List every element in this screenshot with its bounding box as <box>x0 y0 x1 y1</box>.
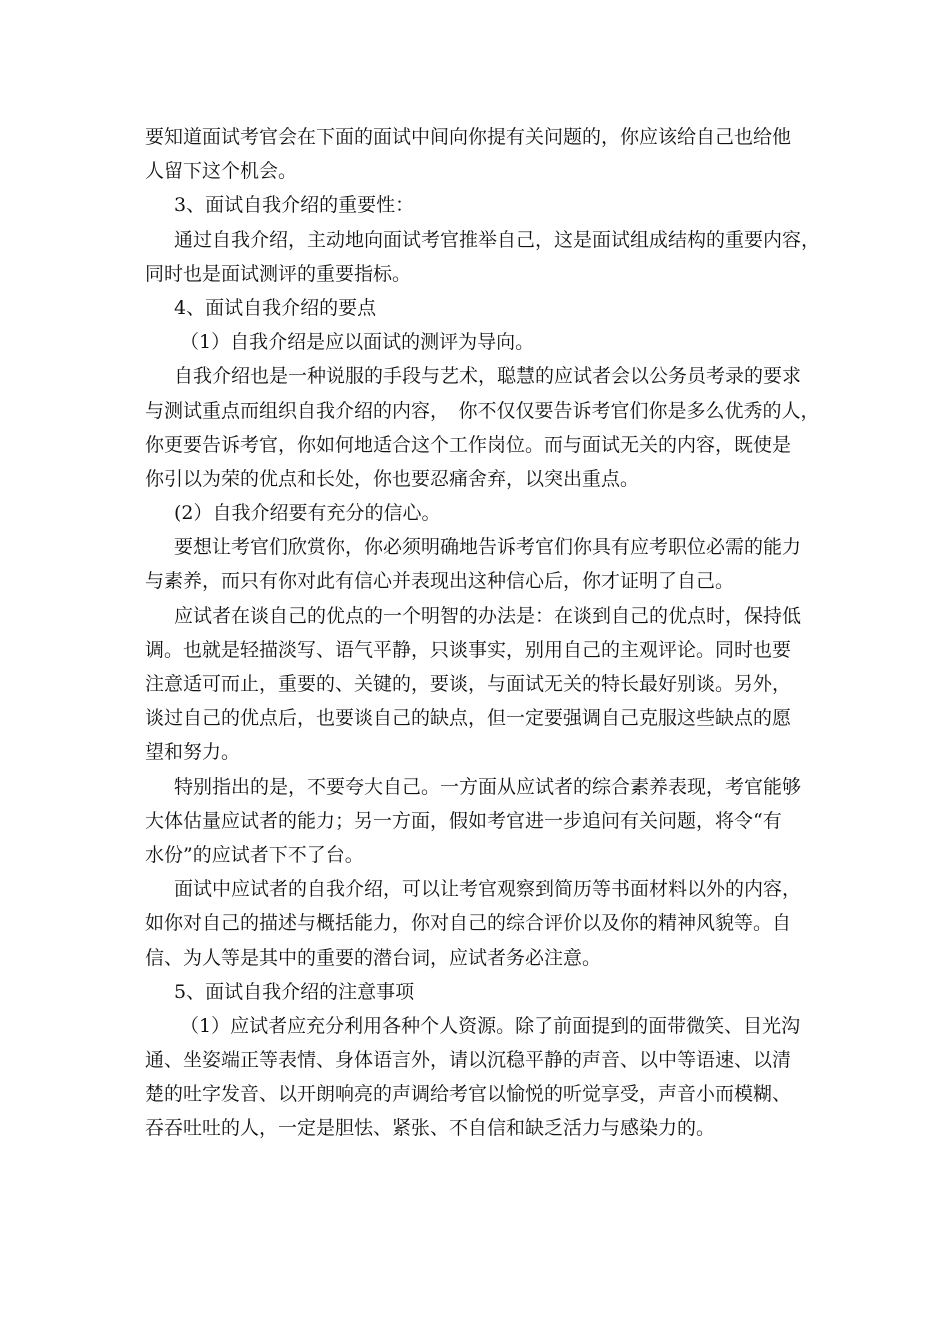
subheading-4-1: （1）自我介绍是应以面试的测评为导向。 <box>180 331 535 354</box>
section-heading-3: 3、面试自我介绍的重要性： <box>174 194 415 217</box>
text-line: 应试者在谈自己的优点的一个明智的办法是：在谈到自己的优点时，保持低 <box>174 604 802 627</box>
text-line: 楚的吐字发音、以开朗响亮的声调给考官以愉悦的听觉享受，声音小而模糊、 <box>145 1083 792 1106</box>
subheading-4-2: (2）自我介绍要有充分的信心。 <box>174 502 441 525</box>
text-line: 自我介绍也是一种说服的手段与艺术，聪慧的应试者会以公务员考录的要求 <box>174 365 802 388</box>
text-line: 调。也就是轻描淡写、语气平静，只谈事实，别用自己的主观评论。同时也要 <box>145 638 792 661</box>
text-line: 人留下这个机会。 <box>145 160 298 183</box>
text-line: 通过自我介绍，主动地向面试考官推举自己，这是面试组成结构的重要内容， <box>174 228 821 251</box>
text-line: 要知道面试考官会在下面的面试中间向你提有关问题的，你应该给自己也给他 <box>145 126 792 148</box>
text-line: 与测试重点而组织自我介绍的内容， 你不仅仅要告诉考官们你是多么优秀的人， <box>145 399 820 422</box>
text-line: 注意适可而止，重要的、关键的，要谈，与面试无关的特长最好别谈。另外， <box>145 673 792 695</box>
body-text <box>145 120 821 1146</box>
text-line: 要想让考官们欣赏你，你必须明确地告诉考官们你具有应考职位必需的能力 <box>174 536 802 559</box>
text-line: 你更要告诉考官，你如何地适合这个工作岗位。而与面试无关的内容，既使是 <box>145 433 792 456</box>
text-line: 面试中应试者的自我介绍，可以让考官观察到简历等书面材料以外的内容， <box>174 878 802 901</box>
text-line: 水份”的应试者下不了台。 <box>145 843 364 866</box>
text-line: （1）应试者应充分利用各种个人资源。除了前面提到的面带微笑、目光沟 <box>180 1014 801 1037</box>
section-heading-4: 4、面试自我介绍的要点 <box>174 296 377 319</box>
text-line: 与素养，而只有你对此有信心并表现出这种信心后，你才证明了自己。 <box>145 570 735 593</box>
section-heading-5: 5、面试自我介绍的注意事项 <box>174 980 415 1003</box>
text-line: 吞吞吐吐的人，一定是胆怯、紧张、不自信和缺乏活力与感染力的。 <box>145 1117 716 1140</box>
text-line: 同时也是面试测评的重要指标。 <box>145 262 412 285</box>
text-line: 特别指出的是，不要夸大自己。一方面从应试者的综合素养表现，考官能够 <box>174 775 802 798</box>
text-line: 通、坐姿端正等表情、身体语言外，请以沉稳平静的声音、以中等语速、以清 <box>145 1049 792 1072</box>
text-line: 信、为人等是其中的重要的潜台词，应试者务必注意。 <box>145 946 602 969</box>
text-line: 如你对自己的描述与概括能力，你对自己的综合评价以及你的精神风貌等。自 <box>145 912 792 935</box>
text-line: 你引以为荣的优点和长处，你也要忍痛舍弃，以突出重点。 <box>145 467 640 490</box>
text-line: 望和努力。 <box>145 741 241 764</box>
text-line: 大体估量应试者的能力；另一方面，假如考官进一步追问有关问题，将令“有 <box>145 809 782 832</box>
text-line: 谈过自己的优点后，也要谈自己的缺点，但一定要强调自己克服这些缺点的愿 <box>145 707 792 730</box>
